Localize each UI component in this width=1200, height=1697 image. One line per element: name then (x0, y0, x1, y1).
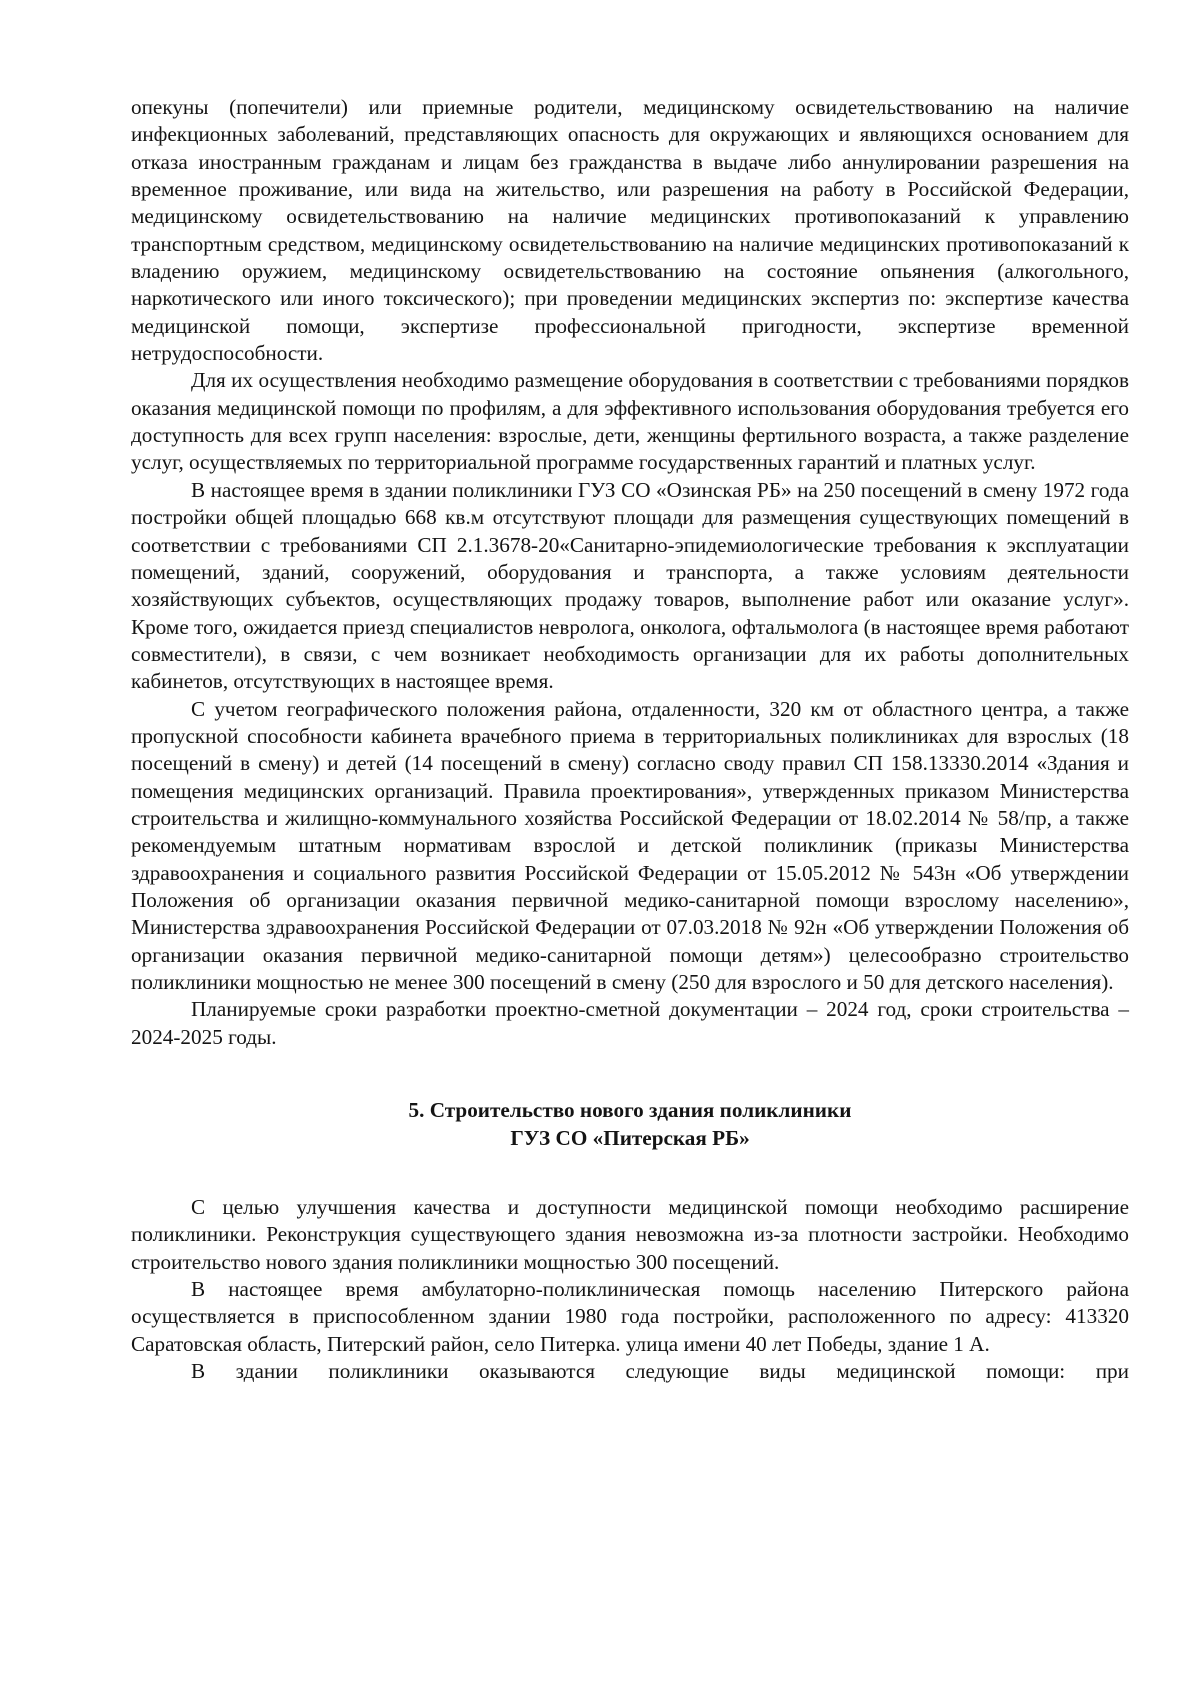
paragraph-ozinsk-building: В настоящее время в здании поликлиники ГУЗ СО «Озинская РБ» на 250 посещений в смену 1972 года постройки общей площадью 668 кв.м отсутствуют площади для размещения существующих помещений в соответствии с требованиями СП 2.1.3678-20«Санитарно-эпидемиологические требования к эксплуатации помещений, зданий, сооружений, оборудования и транспорта, а также условиям деятельности хозяйствующих субъектов, осуществляющих продажу товаров, выполнение работ или оказание услуг». Кроме того, ожидается приезд специалистов невролога, онколога, офтальмолога (в настоящее время работают совместители), в связи, с чем возникает необходимость организации для их работы дополнительных кабинетов, отсутствующих в настоящее время. (131, 477, 1129, 694)
paragraph-continuation: опекуны (попечители) или приемные родители, медицинскому освидетельствованию на наличие инфекционных заболеваний, представляющих опасность для окружающих и являющихся основанием для отказа иностранным гражданам и лицам без гражданства в выдаче либо аннулировании разрешения на временное проживание, или вида на жительство, или разрешения на работу в Российской Федерации, медицинскому освидетельствованию на наличие медицинских противопоказаний к управлению транспортным средством, медицинскому освидетельствованию на наличие медицинских противопоказаний к владению оружием, медицинскому освидетельствованию на состояние опьянения (алкогольного, наркотического или иного токсического); при проведении медицинских экспертиз по: экспертизе качества медицинской помощи, экспертизе профессиональной пригодности, экспертизе временной нетрудоспособности. (131, 95, 1129, 366)
section-heading (131, 1096, 1129, 1152)
section-heading-line-2: ГУЗ СО «Питерская РБ» (510, 1126, 750, 1151)
paragraph-current-building: В настоящее время амбулаторно-поликлиническая помощь населению Питерского района осуществляется в приспособленном здании 1980 года постройки, расположенного по адресу: 413320 Саратовская область, Питерский район, село Питерка. улица имени 40 лет Победы, здание 1 А. (131, 1277, 1129, 1356)
section-heading-line-1: 5. Строительство нового здания поликлиники (408, 1098, 852, 1123)
paragraph-equipment: Для их осуществления необходимо размещение оборудования в соответствии с требованиями порядков оказания медицинской помощи по профилям, а для эффективного использования оборудования требуется его доступность для всех групп населения: взрослые, дети, женщины фертильного возраста, а также разделение услуг, осуществляемых по территориальной программе государственных гарантий и платных услуг. (131, 368, 1129, 475)
document-page (131, 94, 1129, 1385)
paragraph-schedule: Планируемые сроки разработки проектно-сметной документации – 2024 год, сроки строительства – 2024-2025 годы. (131, 997, 1129, 1049)
paragraph-purpose: С целью улучшения качества и доступности медицинской помощи необходимо расширение поликлиники. Реконструкция существующего здания невозможна из-за плотности застройки. Необходимо строительство нового здания поликлиники мощностью 300 посещений. (131, 1195, 1129, 1274)
paragraph-geography: С учетом географического положения района, отдаленности, 320 км от областного центра, а также пропускной способности кабинета врачебного приема в территориальных поликлиниках для взрослых (18 посещений в смену) и детей (14 посещений в смену) согласно своду правил СП 158.13330.2014 «Здания и помещения медицинских организаций. Правила проектирования», утвержденных приказом Министерства строительства и жилищно-коммунального хозяйства Российской Федерации от 18.02.2014 № 58/пр, а также рекомендуемым штатным нормативам взрослой и детской поликлиник (приказы Министерства здравоохранения и социального развития Российской Федерации от 15.05.2012 № 543н «Об утверждении Положения об организации оказания первичной медико-санитарной помощи взрослому населению», Министерства здравоохранения Российской Федерации от 07.03.2018 № 92н «Об утверждении Положения об организации оказания первичной медико-санитарной помощи детям») целесообразно строительство поликлиники мощностью не менее 300 посещений в смену (250 для взрослого и 50 для детского населения). (131, 696, 1129, 994)
paragraph-services: В здании поликлиники оказываются следующие виды медицинской помощи: при (191, 1359, 1129, 1384)
